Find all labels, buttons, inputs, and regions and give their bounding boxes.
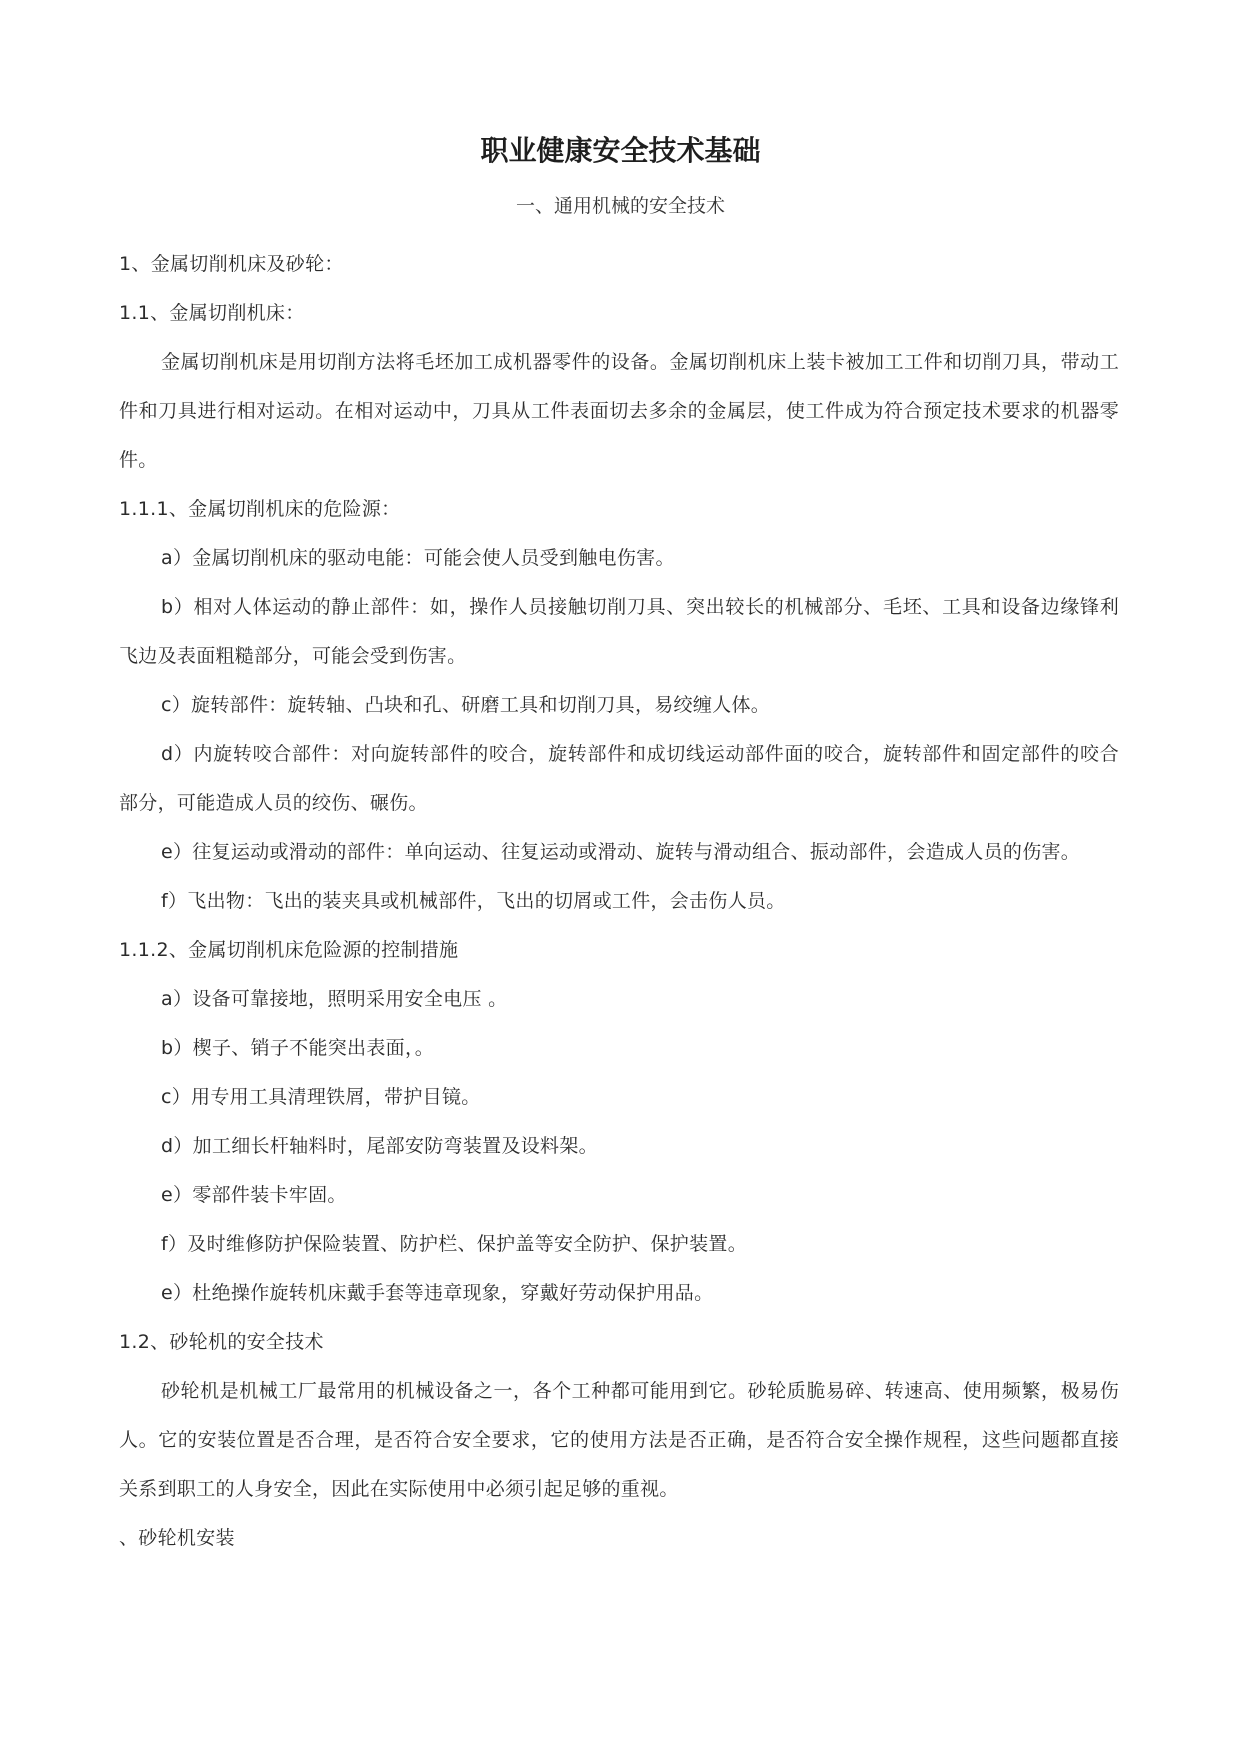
heading-1: 1、金属切削机床及砂轮：: [119, 253, 344, 275]
paragraph-grinder-intro: 砂轮机是机械工厂最常用的机械设备之一，各个工种都可能用到它。砂轮质脆易碎、转速高、使用频繁，极易伤人。它的安装位置是否合理，是否符合安全要求，它的使用方法是否正确，是否符合安全操作规程，这些问题都直接关系到职工的人身安全，因此在实际使用中必须引起足够的重视。: [119, 1380, 1119, 1500]
section-title: 一、通用机械的安全技术: [515, 195, 725, 217]
list-item-control-e2: e）杜绝操作旋转机床戴手套等违章现象，穿戴好劳动保护用品。: [161, 1282, 714, 1304]
list-item-hazard-a: a）金属切削机床的驱动电能：可能会使人员受到触电伤害。: [161, 547, 675, 569]
document-body: [119, 240, 1119, 1563]
document-title: 职业健康安全技术基础: [480, 134, 761, 167]
list-item-hazard-f: f）飞出物：飞出的装夹具或机械部件，飞出的切屑或工件，会击伤人员。: [161, 890, 786, 912]
paragraph-machine-tool-definition: 金属切削机床是用切削方法将毛坯加工成机器零件的设备。金属切削机床上装卡被加工工件和切削刀具，带动工件和刀具进行相对运动。在相对运动中，刀具从工件表面切去多余的金属层，使工件成为符合预定技术要求的机器零件。: [119, 351, 1119, 471]
list-item-control-b: b）楔子、销子不能突出表面，。: [161, 1037, 435, 1059]
heading-1-1-2: 1.1.2、金属切削机床危险源的控制措施: [119, 939, 459, 961]
heading-1-1-1: 1.1.1、金属切削机床的危险源：: [119, 498, 401, 520]
heading-1-2: 1.2、砂轮机的安全技术: [119, 1331, 324, 1353]
list-item-hazard-b: b）相对人体运动的静止部件：如，操作人员接触切削刀具、突出较长的机械部分、毛坯、工具和设备边缘锋利飞边及表面粗糙部分，可能会受到伤害。: [119, 596, 1119, 667]
list-item-control-a: a）设备可靠接地，照明采用安全电压 。: [161, 988, 508, 1010]
list-item-hazard-c: c）旋转部件：旋转轴、凸块和孔、研磨工具和切削刀具，易绞缠人体。: [161, 694, 771, 716]
list-item-control-c: c）用专用工具清理铁屑，带护目镜。: [161, 1086, 481, 1108]
list-item-control-d: d）加工细长杆轴料时，尾部安防弯装置及设料架。: [161, 1135, 598, 1157]
list-item-control-e: e）零部件装卡牢固。: [161, 1184, 347, 1206]
list-item-control-f: f）及时维修防护保险装置、防护栏、保护盖等安全防护、保护装置。: [161, 1233, 747, 1255]
heading-1-1: 1.1、金属切削机床：: [119, 302, 305, 324]
heading-grinder-install: 、砂轮机安装: [119, 1527, 235, 1549]
list-item-hazard-d: d）内旋转咬合部件：对向旋转部件的咬合，旋转部件和成切线运动部件面的咬合，旋转部件和固定部件的咬合部分，可能造成人员的绞伤、碾伤。: [119, 743, 1119, 814]
list-item-hazard-e: e）往复运动或滑动的部件：单向运动、往复运动或滑动、旋转与滑动组合、振动部件，会造成人员的伤害。: [161, 841, 1081, 863]
